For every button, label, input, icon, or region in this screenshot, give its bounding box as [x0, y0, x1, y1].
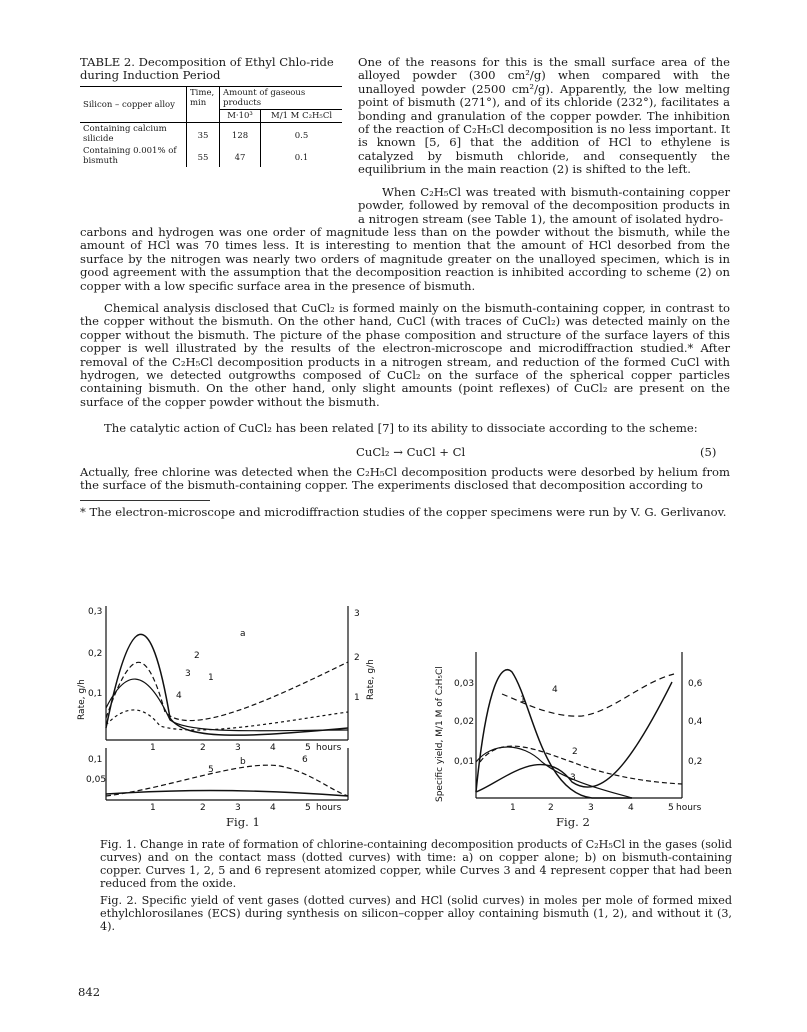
footnote: * The electron-microscope and microdiffraction studies of the copper specimens were run by V. G. Gerlivanov. [80, 505, 727, 519]
table-header-m: M·10³ [220, 110, 261, 123]
fig2-xtick: 1 [510, 803, 516, 813]
fig1-right-label: 2 [354, 653, 360, 663]
fig1-curve-label: 4 [176, 691, 182, 701]
fig2-ylabel: Specific yield, M/1 M of C₂H₅Cl [435, 666, 445, 802]
table-cell-m: 47 [220, 145, 261, 167]
fig1-curve-1 [106, 634, 348, 735]
fig1-xtick: 5 [305, 803, 311, 813]
fig1-xtick: 5 [305, 743, 311, 753]
fig2-curve-label: 2 [572, 747, 578, 757]
table-cell-alloy: Containing calcium silicide [83, 124, 167, 144]
footnote-rule [80, 500, 210, 501]
fig1-curve-label: 3 [185, 669, 191, 679]
fig1-curve-3 [106, 679, 348, 731]
fig2-ytick-right: 0,4 [688, 717, 703, 727]
table-cell-time: 55 [187, 145, 220, 167]
fig1-xtick: 1 [150, 743, 156, 753]
fig1-right-label: 1 [354, 693, 360, 703]
fig2-xtick: 4 [628, 803, 634, 813]
fig1-label: Fig. 1 [226, 815, 260, 829]
table-cell-alloy: Containing 0.001% of bismuth [83, 146, 177, 166]
fig1-xtick: 2 [200, 743, 206, 753]
fig1-xlabel: hours [316, 743, 342, 753]
fig1-curve-label: 2 [194, 651, 200, 661]
fig1-xtick: 4 [270, 803, 276, 813]
table-header-alloy: Silicon – copper alloy [83, 99, 175, 110]
page-number: 842 [78, 985, 101, 999]
fig1-curve-label: 5 [208, 765, 214, 775]
fig1-ytick: 0,05 [86, 775, 107, 785]
figure-1 [77, 600, 376, 828]
equation: CuCl₂ → CuCl + Cl [356, 445, 466, 459]
fig2-ytick-right: 0,2 [688, 757, 703, 767]
fig1-curve-5 [106, 791, 348, 797]
fig1-curve-label: 1 [208, 673, 214, 683]
fig1-ytick: 0,1 [88, 755, 103, 765]
fig2-curve-2 [476, 747, 632, 798]
fig2-label: Fig. 2 [556, 815, 590, 829]
table-header-time: Time, min [187, 87, 220, 123]
paragraph: When C₂H₅Cl was treated with bismuth-containing copper powder, followed by removal of the decomposition products in a nitrogen stream (see Table 1), the amount of isolated hydro- [358, 185, 730, 226]
paragraph: Chemical analysis disclosed that CuCl₂ is formed mainly on the bismuth-containing copper, in contrast to the copper without the bismuth. On the other hand, CuCl (with traces of CuCl₂) was detected mainly on the copper without the bismuth. The picture of the phase composition and structure of the surface layers of this copper is well illustrated by the results of the electron-microscope and microdiffraction studied.* After removal of the C₂H₅Cl decomposition products in a nitrogen stream, and reduction of the formed CuCl with hydrogen, we detected outgrowths composed of CuCl₂ on the surface of the spherical copper particles containing bismuth. On the other hand, only slight amounts (point reflexes) of CuCl₂ are present on the surface of the copper powder without the bismuth. [80, 301, 730, 409]
table-cell-m: 128 [220, 123, 261, 146]
fig1-xtick: 3 [235, 803, 241, 813]
fig2-caption: Fig. 2. Specific yield of vent gases (dotted curves) and HCl (solid curves) in moles per mole of formed mixed ethylchlorosilanes (ECS) during synthesis on silicon–copper alloy containing bismuth (1, 2), and without it (3, 4). [100, 894, 732, 933]
table-cell-time: 35 [187, 123, 220, 146]
fig1-ylabel-right: Rate, g/h [366, 659, 376, 700]
fig2-ytick-left: 0,01 [454, 757, 475, 767]
fig1-caption: Fig. 1. Change in rate of formation of chlorine-containing decomposition products of C₂H₅Cl in the gases (solid curves) and on the contact mass (dotted curves) with time: a) on copper alone; b) on bismuth-containing copper. Curves 1, 2, 5 and 6 represent atomized copper, while Curves 3 and 4 represent copper that had been reduced from the oxide. [100, 838, 732, 890]
fig2-curve-label: 1 [520, 695, 526, 705]
fig1-curve-4 [106, 710, 348, 730]
fig1-ytick: 0,1 [88, 689, 103, 699]
fig1-panel-b-label: b [240, 757, 246, 767]
figure-2 [432, 642, 712, 820]
table-cell-ratio: 0.5 [261, 123, 342, 146]
fig1-xtick: 1 [150, 803, 156, 813]
table-cell-ratio: 0.1 [261, 145, 342, 167]
fig2-xtick: 2 [548, 803, 554, 813]
table-header-amount: Amount of gaseous products [220, 87, 343, 110]
fig2-xtick: 3 [588, 803, 594, 813]
paragraph: One of the reasons for this is the small surface area of the alloyed powder (300 cm²/g) when compared with the unalloyed powder (2500 cm²/g). Apparently, the low melting point of bismuth (271°), and of its chloride (232°), facilitates a bonding and granulation of the copper powder. The inhibition of the reaction of C₂H₅Cl decomposition is no less important. It is known [5, 6] that the addition of HCl to ethylene is catalyzed by bismuth chloride, and consequently the equilibrium in the main reaction (2) is shifted to the left. [358, 55, 730, 177]
fig1-ytick: 0,2 [88, 649, 103, 659]
fig2-curve-label: 4 [552, 685, 558, 695]
fig1-xlabel: hours [316, 803, 342, 813]
fig1-xtick: 3 [235, 743, 241, 753]
paragraph: Actually, free chlorine was detected when the C₂H₅Cl decomposition products were desorbed by helium from the surface of the bismuth-containing copper. The experiments disclosed that decomposition according to [80, 465, 730, 493]
fig1-xtick: 2 [200, 803, 206, 813]
paragraph: carbons and hydrogen was one order of magnitude less than on the powder without the bismuth, while the amount of HCl was 70 times less. It is interesting to mention that the amount of HCl desorbed from the surface by the nitrogen was nearly two orders of magnitude greater on the unalloyed specimen, which is in good agreement with the assumption that the decomposition reaction is inhibited according to scheme (2) on copper with a low specific surface area in the presence of bismuth. [80, 225, 730, 293]
fig2-xtick: 5 [668, 803, 674, 813]
fig1-right-label: 3 [354, 609, 360, 619]
fig2-xlabel: hours [676, 803, 702, 813]
fig1-ylabel: Rate, g/h [77, 679, 87, 720]
fig1-curve-2 [106, 662, 348, 721]
paragraph: The catalytic action of CuCl₂ has been related [7] to its ability to dissociate according to the scheme: [104, 421, 698, 435]
table-title: TABLE 2. Decomposition of Ethyl Chlo-ride during Induction Period [80, 55, 334, 83]
equation-number: (5) [700, 445, 717, 459]
fig2-ytick-right: 0,6 [688, 679, 703, 689]
table-header-ratio: M/1 M C₂H₅Cl [261, 110, 342, 123]
fig2-curve-2-dotted [480, 746, 682, 784]
fig1-ytick: 0,3 [88, 607, 103, 617]
fig1-curve-label: 6 [302, 755, 308, 765]
fig2-curve-label: 3 [570, 773, 576, 783]
fig1-panel-a-label: a [240, 629, 246, 639]
table-2 [80, 86, 342, 167]
fig1-xtick: 4 [270, 743, 276, 753]
fig2-ytick-left: 0,03 [454, 679, 475, 689]
fig2-ytick-left: 0,02 [454, 717, 475, 727]
